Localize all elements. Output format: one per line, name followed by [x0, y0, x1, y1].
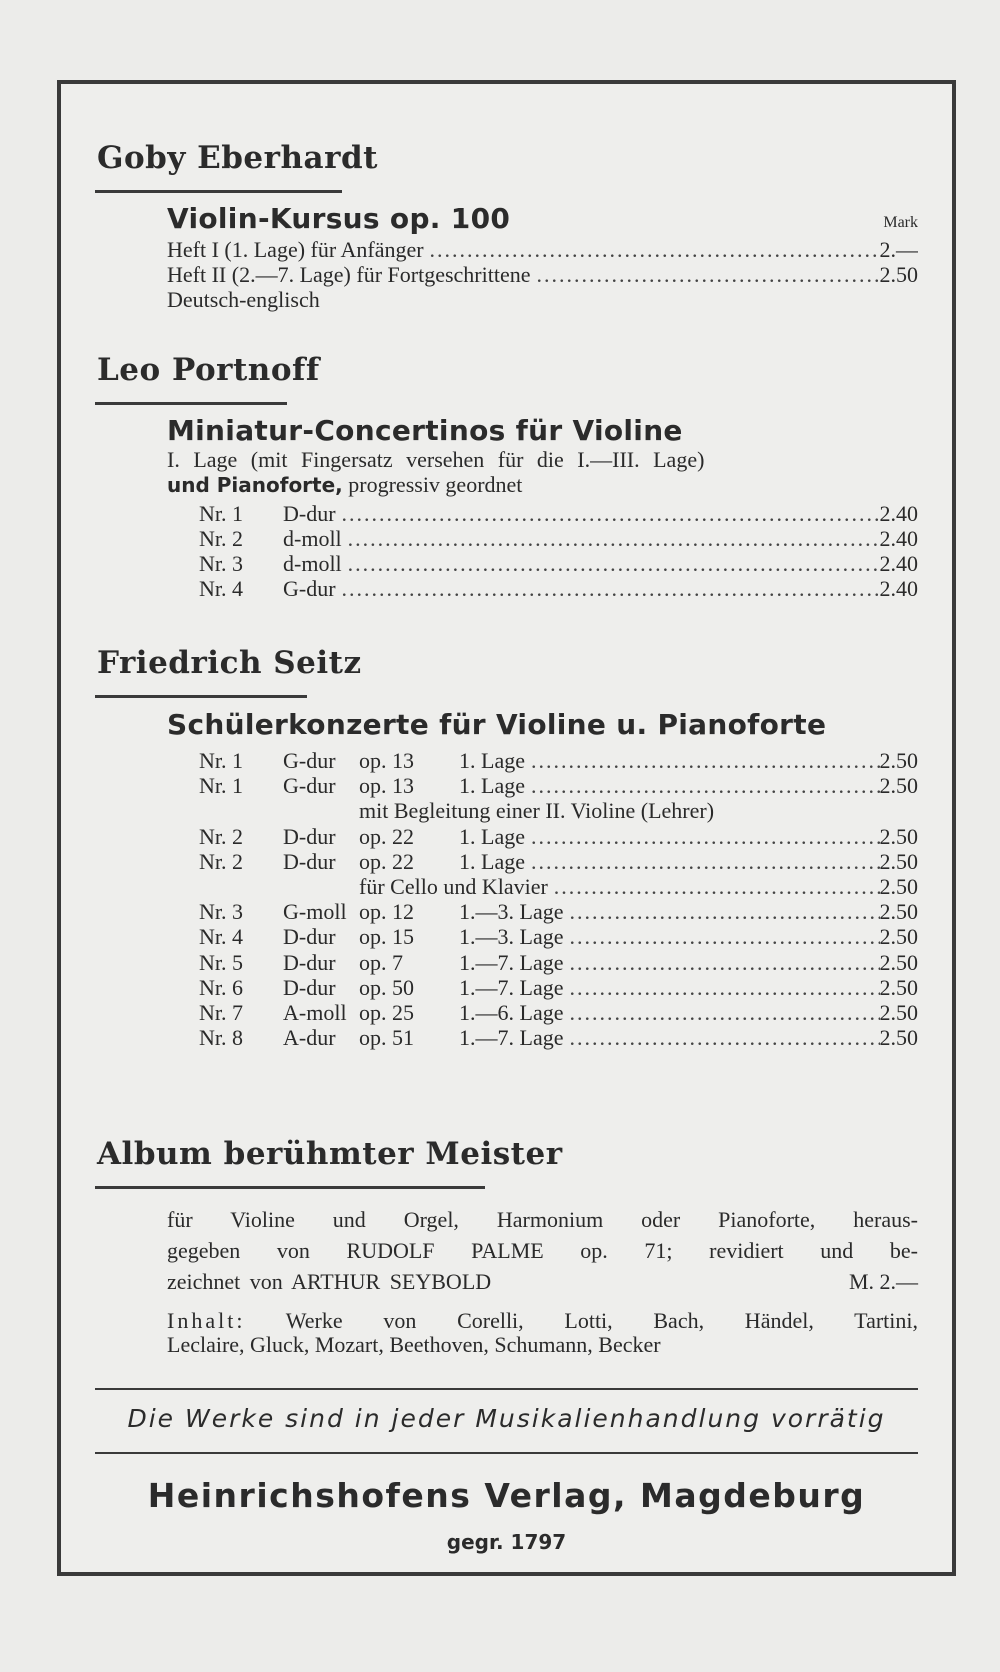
item-price: 2.— [879, 237, 918, 262]
note-text: für Cello und Klavier [359, 874, 548, 899]
item-number: Nr. 7 [199, 1000, 243, 1025]
leader-dots [530, 262, 879, 288]
item-number: Nr. 1 [199, 501, 243, 526]
author-rule [95, 402, 287, 405]
item-number: Nr. 8 [199, 1025, 243, 1050]
item-number: Nr. 2 [199, 849, 243, 874]
item-price: 2.40 [879, 526, 918, 551]
price-row [199, 924, 918, 950]
subtitle-line-2 [167, 472, 522, 498]
item-price: 2.40 [879, 576, 918, 601]
album-desc-line: zeichnet von ARTHUR SEYBOLD [167, 1269, 492, 1294]
item-price: 2.50 [879, 924, 918, 949]
item-key: A-moll [283, 1000, 347, 1025]
title-schuelerkonzerte: Schülerkonzerte für Violine u. Pianoforte [167, 708, 827, 741]
price-row [199, 849, 918, 875]
item-position: 1. Lage [459, 773, 525, 798]
price-row [199, 1000, 918, 1026]
author-rule [95, 695, 307, 698]
item-key: G-dur [283, 576, 336, 601]
leader-dots [548, 874, 880, 900]
price-row [199, 526, 918, 552]
price-row [199, 874, 918, 900]
leader-dots [342, 551, 880, 577]
item-price: 2.50 [879, 950, 918, 975]
item-key: D-dur [283, 950, 336, 975]
note-text: mit Begleitung einer II. Violine (Lehrer) [359, 798, 715, 823]
price-row [167, 262, 918, 288]
item-position: 1.—7. Lage [459, 950, 564, 975]
price-row [199, 1025, 918, 1051]
author-rule [95, 1186, 485, 1189]
author-portnoff: Leo Portnoff [97, 352, 320, 388]
item-opus: op. 22 [359, 824, 414, 849]
item-position: 1.—3. Lage [459, 924, 564, 949]
availability-note: Die Werke sind in jeder Musikalienhandlung vorrätig [127, 1404, 886, 1433]
leader-dots [563, 899, 879, 925]
leader-dots [525, 849, 880, 875]
item-key: D-dur [283, 824, 336, 849]
leader-dots [336, 576, 880, 602]
item-position: 1.—3. Lage [459, 899, 564, 924]
item-label: Heft I (1. Lage) für Anfänger [167, 237, 424, 262]
leader-dots [563, 1025, 879, 1051]
item-number: Nr. 3 [199, 899, 243, 924]
item-price: 2.50 [879, 899, 918, 924]
item-key: D-dur [283, 924, 336, 949]
item-position: 1.—7. Lage [459, 1025, 564, 1050]
item-label: Heft II (2.—7. Lage) für Fortgeschrittene [167, 262, 531, 287]
price-row [167, 237, 918, 263]
founded-year: gegr. 1797 [446, 1530, 567, 1554]
item-key: G-dur [283, 773, 336, 798]
item-price: 2.50 [879, 773, 918, 798]
item-position: 1. Lage [459, 849, 525, 874]
item-position: 1. Lage [459, 748, 525, 773]
subtitle-bold: und Pianoforte, [167, 473, 343, 497]
subtitle-rest: progressiv geordnet [348, 472, 523, 497]
contents-label: Inhalt: [167, 1308, 246, 1333]
leader-dots [563, 1000, 879, 1026]
album-desc-line: für Violine und Orgel, Harmonium oder Pianoforte, heraus- [167, 1207, 918, 1232]
item-opus: op. 50 [359, 975, 414, 1000]
item-price: 2.50 [879, 1000, 918, 1025]
item-number: Nr. 1 [199, 773, 243, 798]
leader-dots [525, 748, 880, 774]
price-row [199, 551, 918, 577]
subtitle-text: I. Lage (mit Fingersatz versehen für die I.—III. Lage) [167, 447, 705, 472]
publisher-name: Heinrichshofens Verlag, Magdeburg [147, 1476, 866, 1515]
item-price: 2.50 [879, 824, 918, 849]
item-key: G-dur [283, 748, 336, 773]
title-violin-kursus: Violin-Kursus op. 100 [167, 202, 511, 235]
item-price: 2.50 [879, 262, 918, 287]
album-description [167, 1204, 918, 1297]
album-desc-last-line [167, 1266, 918, 1297]
album-title: Album berühmter Meister [97, 1136, 563, 1172]
item-number: Nr. 1 [199, 748, 243, 773]
price-row [199, 773, 918, 799]
leader-dots [563, 975, 879, 1001]
subtitle-line [167, 447, 918, 473]
item-position: 1.—6. Lage [459, 1000, 564, 1025]
item-number: Nr. 3 [199, 551, 243, 576]
language-note: Deutsch-englisch [167, 287, 320, 312]
contents-text: Werke von Corelli, Lotti, Bach, Händel, Tartini, [285, 1308, 918, 1333]
leader-dots [424, 237, 880, 263]
item-price: 2.50 [879, 1025, 918, 1050]
item-number: Nr. 4 [199, 924, 243, 949]
item-price: 2.50 [879, 874, 918, 899]
item-key: A-dur [283, 1025, 336, 1050]
advertisement-frame [57, 80, 956, 1576]
divider [95, 1452, 918, 1454]
price-row [199, 824, 918, 850]
item-key: D-dur [283, 501, 336, 526]
divider [95, 1388, 918, 1390]
accompaniment-note [199, 798, 918, 824]
item-opus: op. 22 [359, 849, 414, 874]
item-key: d-moll [283, 526, 342, 551]
leader-dots [342, 526, 880, 552]
item-position: 1. Lage [459, 824, 525, 849]
item-price: 2.50 [879, 849, 918, 874]
author-eberhardt: Goby Eberhardt [97, 140, 378, 176]
item-price: 2.50 [879, 975, 918, 1000]
price-row [199, 975, 918, 1001]
leader-dots [525, 773, 880, 799]
author-rule [95, 190, 342, 193]
item-opus: op. 25 [359, 1000, 414, 1025]
item-price: 2.40 [879, 501, 918, 526]
currency-label: Mark [883, 214, 918, 231]
price-row [199, 576, 918, 602]
album-price: M. 2.— [848, 1269, 918, 1294]
item-opus: op. 12 [359, 899, 414, 924]
album-contents-line: Leclaire, Gluck, Mozart, Beethoven, Schumann, Becker [167, 1332, 661, 1357]
item-number: Nr. 2 [199, 824, 243, 849]
leader-dots [563, 950, 879, 976]
item-number: Nr. 2 [199, 526, 243, 551]
item-position: 1.—7. Lage [459, 975, 564, 1000]
item-opus: op. 13 [359, 773, 414, 798]
leader-dots [336, 501, 880, 527]
author-seitz: Friedrich Seitz [97, 645, 362, 681]
album-contents-line [167, 1309, 918, 1333]
price-row [199, 501, 918, 527]
leader-dots [525, 824, 880, 850]
album-desc-line: gegeben von RUDOLF PALME op. 71; revidiert und be- [167, 1238, 918, 1263]
price-row [199, 950, 918, 976]
item-opus: op. 13 [359, 748, 414, 773]
item-opus: op. 51 [359, 1025, 414, 1050]
price-row [199, 748, 918, 774]
item-price: 2.50 [879, 748, 918, 773]
item-key: D-dur [283, 975, 336, 1000]
item-number: Nr. 4 [199, 576, 243, 601]
item-number: Nr. 6 [199, 975, 243, 1000]
price-row [199, 899, 918, 925]
item-key: G-moll [283, 899, 347, 924]
album-contents [167, 1309, 918, 1357]
item-key: d-moll [283, 551, 342, 576]
item-opus: op. 15 [359, 924, 414, 949]
item-key: D-dur [283, 849, 336, 874]
title-miniatur-concertinos: Miniatur-Concertinos für Violine [167, 414, 683, 447]
item-number: Nr. 5 [199, 950, 243, 975]
leader-dots [563, 924, 879, 950]
item-price: 2.40 [879, 551, 918, 576]
item-opus: op. 7 [359, 950, 403, 975]
